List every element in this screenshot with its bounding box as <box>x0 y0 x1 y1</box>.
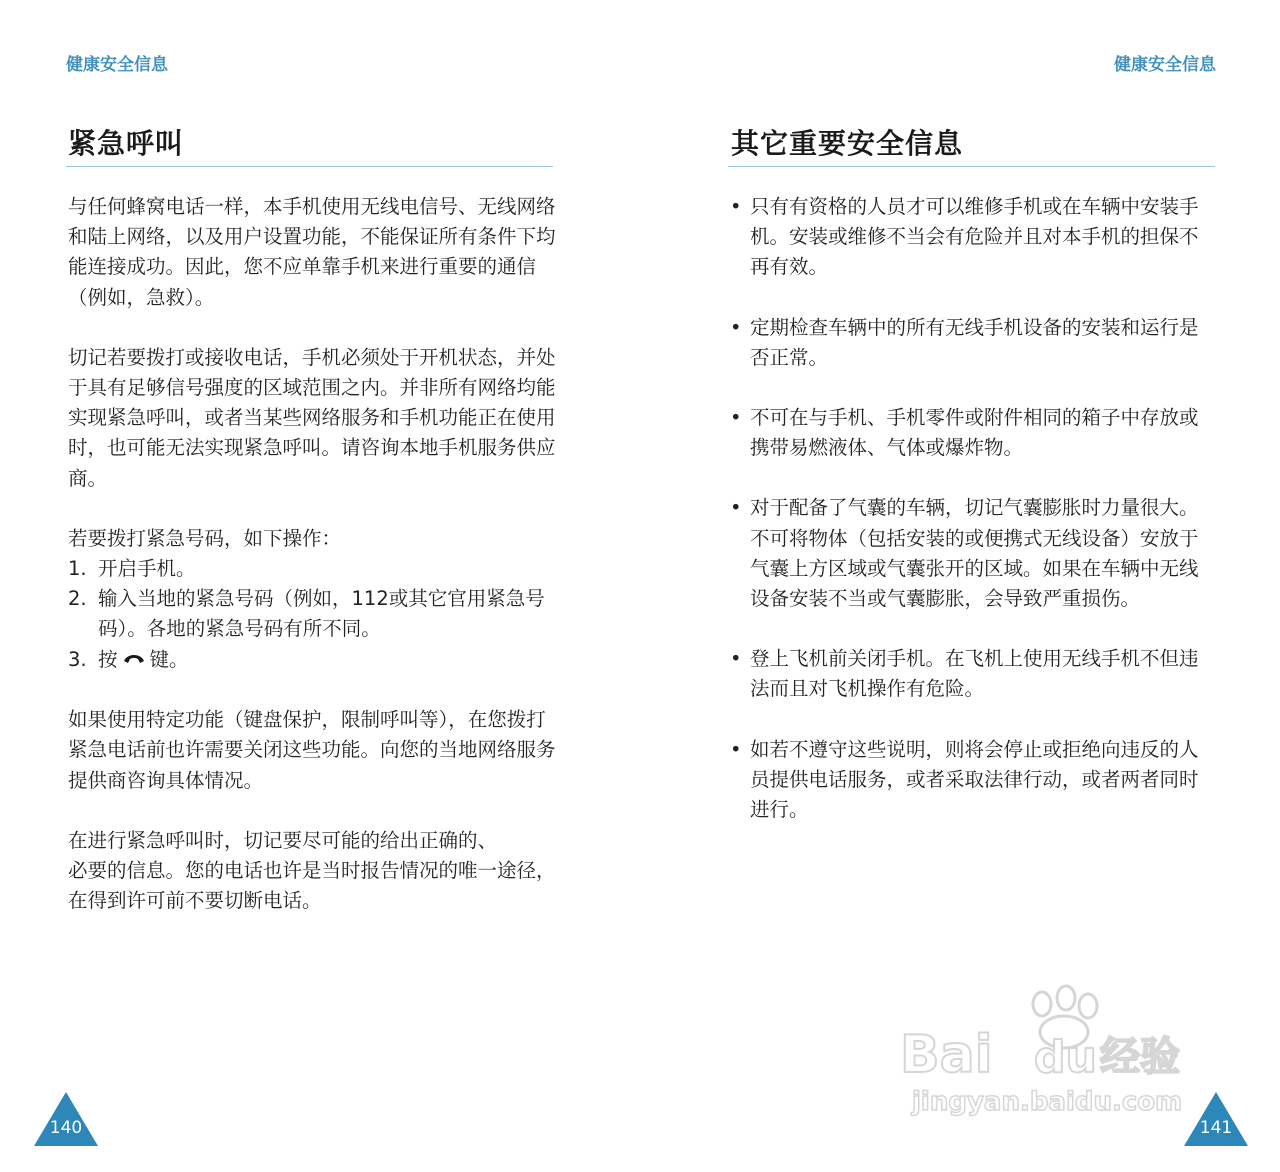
bullet-item <box>730 644 1210 704</box>
section-title-other-safety: 其它重要安全信息 <box>731 127 964 160</box>
bullet-dot-icon: • <box>730 647 742 671</box>
step-item <box>68 554 556 584</box>
watermark-brand-du: du <box>1034 1032 1097 1083</box>
step-item <box>68 645 556 676</box>
step-text: 输入当地的紧急号码（例如，112或其它官用紧急号码）。各地的紧急号码有所不同。 <box>98 587 545 641</box>
bullet-text: 如若不遵守这些说明，则将会停止或拒绝向违反的人员提供电话服务，或者采取法律行动，或者两者同时进行。 <box>750 737 1199 822</box>
page-number: 141 <box>1199 1118 1233 1138</box>
bullet-text: 不可在与手机、手机零件或附件相同的箱子中存放或携带易燃液体、气体或爆炸物。 <box>750 406 1199 460</box>
bullet-dot-icon: • <box>730 496 742 520</box>
bullet-dot-icon: • <box>730 195 742 218</box>
step-number: 1. <box>68 557 87 581</box>
page-number-marker-left <box>34 1090 98 1150</box>
running-head-left: 健康安全信息 <box>66 55 168 75</box>
step-item <box>68 584 556 644</box>
paragraph-line: 在进行紧急呼叫时，切记要尽可能的给出正确的、 <box>68 828 498 852</box>
baidu-jingyan-watermark <box>900 980 1220 1120</box>
paragraph-line: 必要的信息。您的电话也许是当时报告情况的唯一途径， <box>68 859 556 883</box>
step-text-after: 键。 <box>149 647 189 671</box>
watermark-brand-latin: Bai <box>900 1025 993 1085</box>
step-text-before: 按 <box>98 647 118 671</box>
title-rule-right <box>728 166 1215 167</box>
paragraph: 切记若要拨打或接收电话，手机必须处于开机状态，并处于具有足够信号强度的区域范围之内。并非所有网络均能实现紧急呼叫，或者当某些网络服务和手机功能正在使用时，也可能无法实现紧急呼叫。请咨询本地手机服务供应商。 <box>68 345 556 490</box>
bullet-item <box>730 493 1210 614</box>
send-key-icon <box>122 645 146 675</box>
step-number: 2. <box>68 587 87 611</box>
watermark-brand-cn: 经验 <box>1100 1034 1180 1080</box>
paragraph: 与任何蜂窝电话一样，本手机使用无线电信号、无线网络和陆上网络，以及用户设置功能，不能保证所有条件下均能连接成功。因此，您不应单靠手机来进行重要的通信（例如，急救）。 <box>68 195 556 309</box>
final-paragraph <box>68 826 556 917</box>
paragraph: 如果使用特定功能（键盘保护，限制呼叫等），在您拨打紧急电话前也许需要关闭这些功能。向您的当地网络服务提供商咨询具体情况。 <box>68 708 556 792</box>
bullet-item <box>730 313 1210 373</box>
watermark-url: jingyan.baidu.com <box>912 1087 1183 1117</box>
bullet-dot-icon: • <box>730 315 742 339</box>
bullet-dot-icon: • <box>730 406 742 430</box>
bullet-item <box>730 192 1210 283</box>
bullet-text: 登上飞机前关闭手机。在飞机上使用无线手机不但违法而且对飞机操作有危险。 <box>750 647 1199 701</box>
bullet-text: 只有有资格的人员才可以维修手机或在车辆中安装手机。安装或维修不当会有危险并且对本手机的担保不再有效。 <box>750 195 1199 279</box>
steps-intro: 若要拨打紧急号码，如下操作： <box>68 526 342 550</box>
emergency-call-body <box>68 192 556 916</box>
step-text: 开启手机。 <box>98 557 196 581</box>
section-title-emergency-call: 紧急呼叫 <box>68 127 185 160</box>
bullet-dot-icon: • <box>730 737 742 761</box>
bullet-text: 对于配备了气囊的车辆，切记气囊膨胀时力量很大。不可将物体（包括安装的或便携式无线设备）安放于气囊上方区域或气囊张开的区域。如果在车辆中无线设备安装不当或气囊膨胀，会导致严重损伤。 <box>750 496 1199 611</box>
title-rule-left <box>66 166 553 167</box>
step-number: 3. <box>68 647 87 671</box>
steps-block <box>68 524 556 675</box>
paragraph-line: 在得到许可前不要切断电话。 <box>68 889 322 913</box>
safety-bullet-list <box>730 192 1210 855</box>
bullet-item <box>730 735 1210 826</box>
steps-list <box>68 554 556 675</box>
bullet-text: 定期检查车辆中的所有无线手机设备的安装和运行是否正常。 <box>750 315 1199 369</box>
running-head-right: 健康安全信息 <box>1114 55 1216 75</box>
page-number: 140 <box>49 1118 83 1138</box>
bullet-item <box>730 403 1210 463</box>
